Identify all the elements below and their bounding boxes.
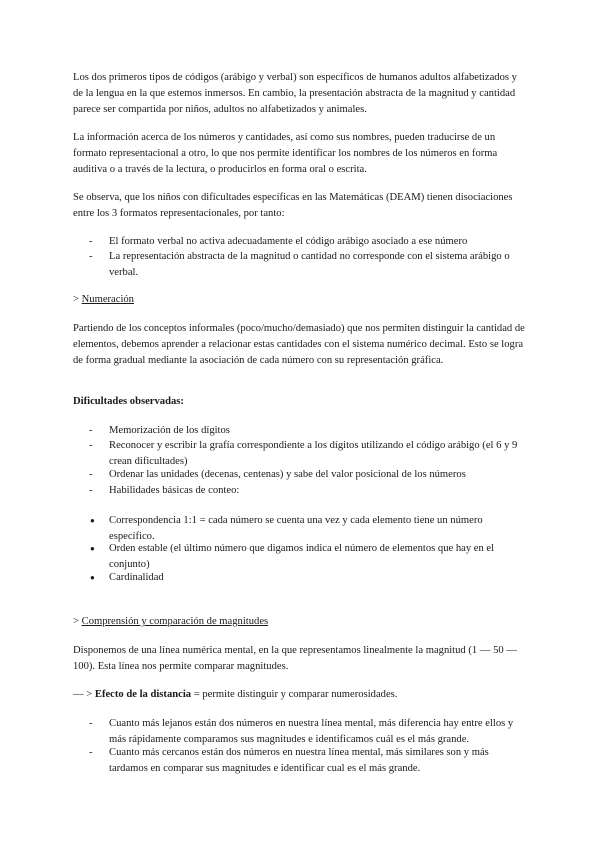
bullet-item-text: Orden estable (el último número que digamos indica el número de elementos que hay en el conjunto) [109,543,495,570]
dash-marker: - [89,747,93,758]
paragraph-numeracion: Partiendo de los conceptos informales (poco/mucho/demasiado) que nos permiten distinguir la cantidad de elementos, debemos aprender a relacionar estas cantidades con el sistema numérico decimal. Esto se logra de forma gradual mediante la asociación de cada número con su representación gráfica. [73,323,525,366]
efecto-term: Efecto de la distancia [94,689,192,700]
list-item-text: Cuanto más cercanos están dos números en nuestra línea mental, más similares son y más tardamos en comparar sus magnitudes e identificar cual es el más grande. [109,747,489,774]
bullet-item-text: Correspondencia 1:1 = cada número se cuenta una vez y cada elemento tiene un número específico. [109,515,483,542]
heading-prefix: > [73,616,82,627]
paragraph-intro: Los dos primeros tipos de códigos (arábigo y verbal) son específicos de humanos adultos alfabetizados y de la lengua en la que estemos inmersos. En cambio, la presentación abstracta de la magnitud y cantidad parece ser compartida por niños, adultos no alfabetizados y animales. [73,72,517,115]
bullet-item-text: Cardinalidad [109,572,164,583]
list-item-text: Cuanto más lejanos están dos números en nuestra línea mental, más diferencia hay entre ellos y más rápidamente comparamos sus magnitudes e identificamos cuál es el más grande. [109,718,514,745]
paragraph-formats: La información acerca de los números y cantidades, así como sus nombres, pueden traducirse de un formato representacional a otro, lo que nos permite identificar los nombres de los números en forma auditiva o a través de la lectura, o producirlos en forma oral o escrita. [73,132,498,175]
dificultades-heading: Dificultades observadas: [73,396,184,407]
dash-marker: - [89,485,93,496]
efecto-distancia-line [73,687,528,703]
list-item-text: La representación abstracta de la magnitud o cantidad no corresponde con el sistema arábigo o verbal. [109,251,510,278]
heading-prefix: > [73,294,82,305]
list-item-text: Habilidades básicas de conteo: [109,485,240,496]
dash-marker: - [89,469,93,480]
efecto-definition: = permite distinguir y comparar numerosidades. [191,689,398,700]
dash-marker: - [89,718,93,729]
dash-marker: - [89,251,93,262]
heading-title: Numeración [81,294,134,305]
bullet-icon: ● [90,516,95,525]
list-item-text: El formato verbal no activa adecuadamente el código arábigo asociado a ese número [109,236,468,247]
efecto-prefix: — > [73,689,95,700]
bullet-icon: ● [90,573,95,582]
section-heading-numeracion [73,292,528,308]
paragraph-deam: Se observa, que los niños con dificultades específicas en las Matemáticas (DEAM) tienen disociaciones entre los 3 formatos representacionales, por tanto: [73,192,513,219]
dash-marker: - [89,440,93,451]
section-heading-comprension [73,614,528,630]
dash-marker: - [89,425,93,436]
bullet-icon: ● [90,544,95,553]
list-item-text: Ordenar las unidades (decenas, centenas) y sabe del valor posicional de los números [109,469,466,480]
paragraph-linea: Disponemos de una línea numérica mental, en la que representamos linealmente la magnitud (1 — 50 — 100). Esta línea nos permite comparar magnitudes. [73,645,517,672]
heading-title: Comprensión y comparación de magnitudes [81,616,269,627]
dash-marker: - [89,236,93,247]
list-item-text: Memorización de los dígitos [109,425,230,436]
list-item-text: Reconocer y escribir la grafía correspondiente a los dígitos utilizando el código arábigo (el 6 y 9 crean dificultades) [109,440,518,467]
